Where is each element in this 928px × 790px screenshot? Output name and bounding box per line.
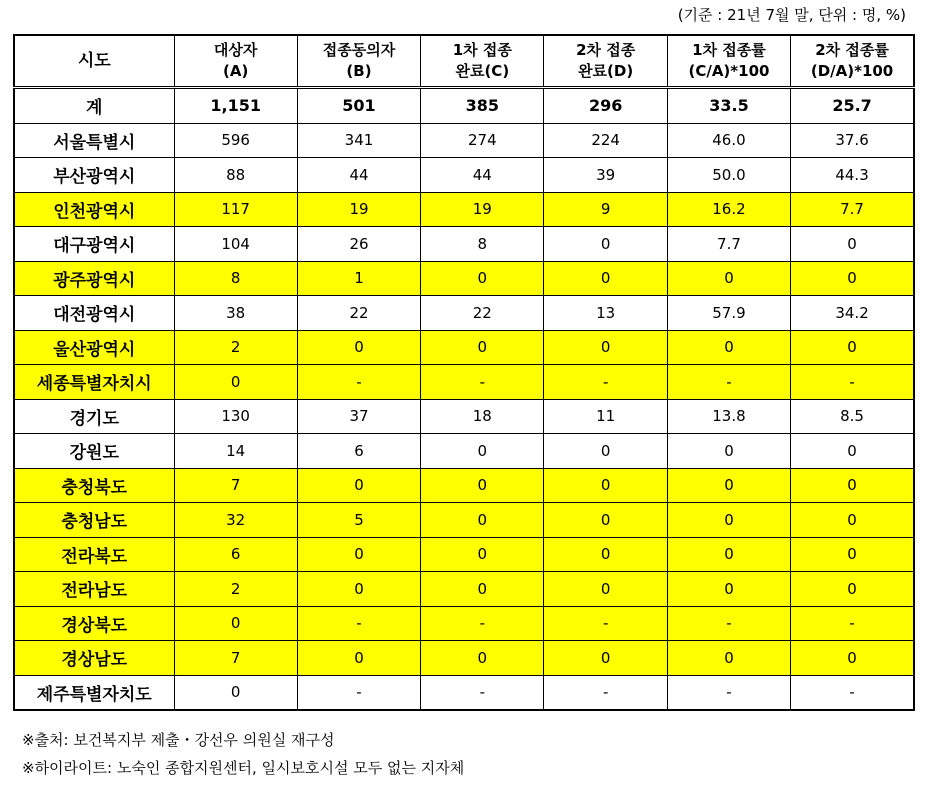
cell-consented: 501 <box>297 88 420 124</box>
cell-first-dose: 0 <box>421 261 544 296</box>
column-header-line1: 1차 접종 <box>452 41 512 59</box>
cell-consented: - <box>297 606 420 641</box>
footnote-highlight: ※하이라이트: 노숙인 종합지원센터, 일시보호시설 모두 없는 지자체 <box>22 759 465 777</box>
footnotes <box>22 726 464 782</box>
cell-consented: 0 <box>297 468 420 503</box>
cell-second-dose: 0 <box>544 261 667 296</box>
column-header-line1: 2차 접종 <box>576 41 636 59</box>
cell-target: 1,151 <box>174 88 297 124</box>
table-row <box>14 537 914 572</box>
cell-consented: 5 <box>297 503 420 538</box>
cell-region: 충청북도 <box>14 468 174 503</box>
table-body <box>14 88 914 711</box>
cell-second-dose: 0 <box>544 227 667 262</box>
cell-consented: 44 <box>297 158 420 193</box>
table-row <box>14 261 914 296</box>
cell-second-dose: - <box>544 606 667 641</box>
cell-first-dose: 385 <box>421 88 544 124</box>
cell-first-rate: 57.9 <box>667 296 790 331</box>
cell-region: 울산광역시 <box>14 330 174 365</box>
cell-second-rate: 0 <box>791 261 914 296</box>
vaccination-table <box>13 34 915 711</box>
column-header-consented <box>297 35 420 88</box>
header-row <box>14 35 914 88</box>
cell-second-dose: 9 <box>544 192 667 227</box>
table-row <box>14 192 914 227</box>
column-header-line2: (C/A)*100 <box>688 62 770 80</box>
cell-consented: 26 <box>297 227 420 262</box>
cell-second-dose: 0 <box>544 572 667 607</box>
cell-second-rate: 7.7 <box>791 192 914 227</box>
table-row <box>14 296 914 331</box>
cell-first-rate: 0 <box>667 537 790 572</box>
cell-target: 117 <box>174 192 297 227</box>
table-row <box>14 399 914 434</box>
cell-first-rate: 0 <box>667 641 790 676</box>
cell-target: 38 <box>174 296 297 331</box>
cell-consented: 0 <box>297 572 420 607</box>
cell-region: 경기도 <box>14 399 174 434</box>
cell-first-rate: 0 <box>667 503 790 538</box>
cell-region: 충청남도 <box>14 503 174 538</box>
column-header-line1: 접종동의자 <box>322 41 396 59</box>
cell-first-dose: 18 <box>421 399 544 434</box>
cell-target: 88 <box>174 158 297 193</box>
cell-consented: 0 <box>297 641 420 676</box>
cell-region: 전라남도 <box>14 572 174 607</box>
table-row <box>14 158 914 193</box>
column-header-line1: 대상자 <box>213 41 258 59</box>
cell-target: 2 <box>174 572 297 607</box>
unit-note: (기준 : 21년 7월 말, 단위 : 명, %) <box>677 6 906 24</box>
cell-second-rate: 8.5 <box>791 399 914 434</box>
table-row <box>14 503 914 538</box>
column-header-line2: 완료(C) <box>455 62 510 80</box>
cell-second-rate: 0 <box>791 641 914 676</box>
cell-target: 0 <box>174 675 297 710</box>
cell-first-dose: 0 <box>421 641 544 676</box>
cell-first-dose: - <box>421 606 544 641</box>
cell-second-dose: 0 <box>544 641 667 676</box>
cell-second-rate: 0 <box>791 468 914 503</box>
cell-consented: 0 <box>297 537 420 572</box>
cell-consented: 1 <box>297 261 420 296</box>
cell-consented: 0 <box>297 330 420 365</box>
cell-target: 596 <box>174 123 297 158</box>
column-header-first-rate <box>667 35 790 88</box>
cell-second-rate: - <box>791 606 914 641</box>
footnote-source: ※출처: 보건복지부 제출・강선우 의원실 재구성 <box>22 731 335 749</box>
cell-consented: - <box>297 365 420 400</box>
cell-target: 32 <box>174 503 297 538</box>
cell-region: 부산광역시 <box>14 158 174 193</box>
table-row <box>14 468 914 503</box>
cell-consented: 19 <box>297 192 420 227</box>
cell-consented: - <box>297 675 420 710</box>
column-header-line2: (B) <box>346 62 372 80</box>
cell-second-rate: 0 <box>791 503 914 538</box>
cell-region: 경상남도 <box>14 641 174 676</box>
cell-first-dose: 8 <box>421 227 544 262</box>
cell-region: 대구광역시 <box>14 227 174 262</box>
table-row <box>14 330 914 365</box>
cell-first-rate: - <box>667 365 790 400</box>
cell-first-rate: 7.7 <box>667 227 790 262</box>
cell-first-rate: 13.8 <box>667 399 790 434</box>
cell-first-rate: 0 <box>667 330 790 365</box>
cell-second-dose: 224 <box>544 123 667 158</box>
cell-target: 6 <box>174 537 297 572</box>
cell-second-dose: 0 <box>544 434 667 469</box>
cell-first-dose: 0 <box>421 330 544 365</box>
table-row-total <box>14 88 914 124</box>
cell-second-dose: 13 <box>544 296 667 331</box>
cell-first-rate: - <box>667 606 790 641</box>
cell-second-rate: 0 <box>791 434 914 469</box>
cell-region: 제주특별자치도 <box>14 675 174 710</box>
cell-first-dose: - <box>421 675 544 710</box>
cell-first-dose: - <box>421 365 544 400</box>
cell-target: 8 <box>174 261 297 296</box>
cell-region: 전라북도 <box>14 537 174 572</box>
cell-second-rate: 0 <box>791 227 914 262</box>
cell-second-rate: - <box>791 675 914 710</box>
cell-target: 130 <box>174 399 297 434</box>
cell-region: 경상북도 <box>14 606 174 641</box>
cell-first-dose: 0 <box>421 572 544 607</box>
cell-first-rate: - <box>667 675 790 710</box>
cell-second-rate: 0 <box>791 330 914 365</box>
cell-first-rate: 0 <box>667 468 790 503</box>
column-header-line2: (A) <box>223 62 249 80</box>
cell-target: 7 <box>174 468 297 503</box>
cell-first-dose: 0 <box>421 537 544 572</box>
cell-first-dose: 0 <box>421 434 544 469</box>
cell-first-rate: 0 <box>667 261 790 296</box>
column-header-second-dose <box>544 35 667 88</box>
cell-second-dose: 11 <box>544 399 667 434</box>
cell-consented: 341 <box>297 123 420 158</box>
column-header-line2: 완료(D) <box>578 62 634 80</box>
cell-region: 광주광역시 <box>14 261 174 296</box>
cell-second-dose: - <box>544 675 667 710</box>
cell-first-rate: 33.5 <box>667 88 790 124</box>
cell-second-dose: 0 <box>544 537 667 572</box>
cell-second-dose: 39 <box>544 158 667 193</box>
table-row <box>14 675 914 710</box>
cell-second-rate: 25.7 <box>791 88 914 124</box>
cell-target: 14 <box>174 434 297 469</box>
column-header-line1: 2차 접종률 <box>815 41 889 59</box>
column-header-target <box>174 35 297 88</box>
table-row <box>14 641 914 676</box>
cell-second-dose: 0 <box>544 330 667 365</box>
cell-region: 서울특별시 <box>14 123 174 158</box>
cell-first-rate: 0 <box>667 572 790 607</box>
table-row <box>14 227 914 262</box>
cell-first-dose: 19 <box>421 192 544 227</box>
cell-second-rate: 0 <box>791 537 914 572</box>
cell-target: 7 <box>174 641 297 676</box>
cell-target: 104 <box>174 227 297 262</box>
cell-region: 대전광역시 <box>14 296 174 331</box>
cell-region: 세종특별자치시 <box>14 365 174 400</box>
column-header-region: 시도 <box>14 35 174 88</box>
cell-first-dose: 274 <box>421 123 544 158</box>
cell-first-dose: 0 <box>421 468 544 503</box>
cell-first-rate: 50.0 <box>667 158 790 193</box>
cell-second-dose: - <box>544 365 667 400</box>
table-row <box>14 123 914 158</box>
column-header-first-dose <box>421 35 544 88</box>
cell-second-rate: 0 <box>791 572 914 607</box>
table-row <box>14 606 914 641</box>
cell-target: 0 <box>174 365 297 400</box>
cell-first-rate: 46.0 <box>667 123 790 158</box>
cell-target: 2 <box>174 330 297 365</box>
cell-first-dose: 0 <box>421 503 544 538</box>
cell-second-rate: - <box>791 365 914 400</box>
cell-first-rate: 0 <box>667 434 790 469</box>
cell-second-rate: 34.2 <box>791 296 914 331</box>
cell-second-dose: 296 <box>544 88 667 124</box>
cell-first-dose: 44 <box>421 158 544 193</box>
table-row <box>14 365 914 400</box>
column-header-second-rate <box>791 35 914 88</box>
cell-first-rate: 16.2 <box>667 192 790 227</box>
cell-consented: 6 <box>297 434 420 469</box>
table-row <box>14 572 914 607</box>
cell-target: 0 <box>174 606 297 641</box>
column-header-line1: 1차 접종률 <box>692 41 766 59</box>
cell-first-dose: 22 <box>421 296 544 331</box>
cell-consented: 22 <box>297 296 420 331</box>
table-row <box>14 434 914 469</box>
cell-region: 계 <box>14 88 174 124</box>
cell-second-dose: 0 <box>544 468 667 503</box>
cell-region: 인천광역시 <box>14 192 174 227</box>
cell-second-rate: 44.3 <box>791 158 914 193</box>
column-header-line2: (D/A)*100 <box>810 62 894 80</box>
cell-consented: 37 <box>297 399 420 434</box>
cell-region: 강원도 <box>14 434 174 469</box>
cell-second-dose: 0 <box>544 503 667 538</box>
cell-second-rate: 37.6 <box>791 123 914 158</box>
